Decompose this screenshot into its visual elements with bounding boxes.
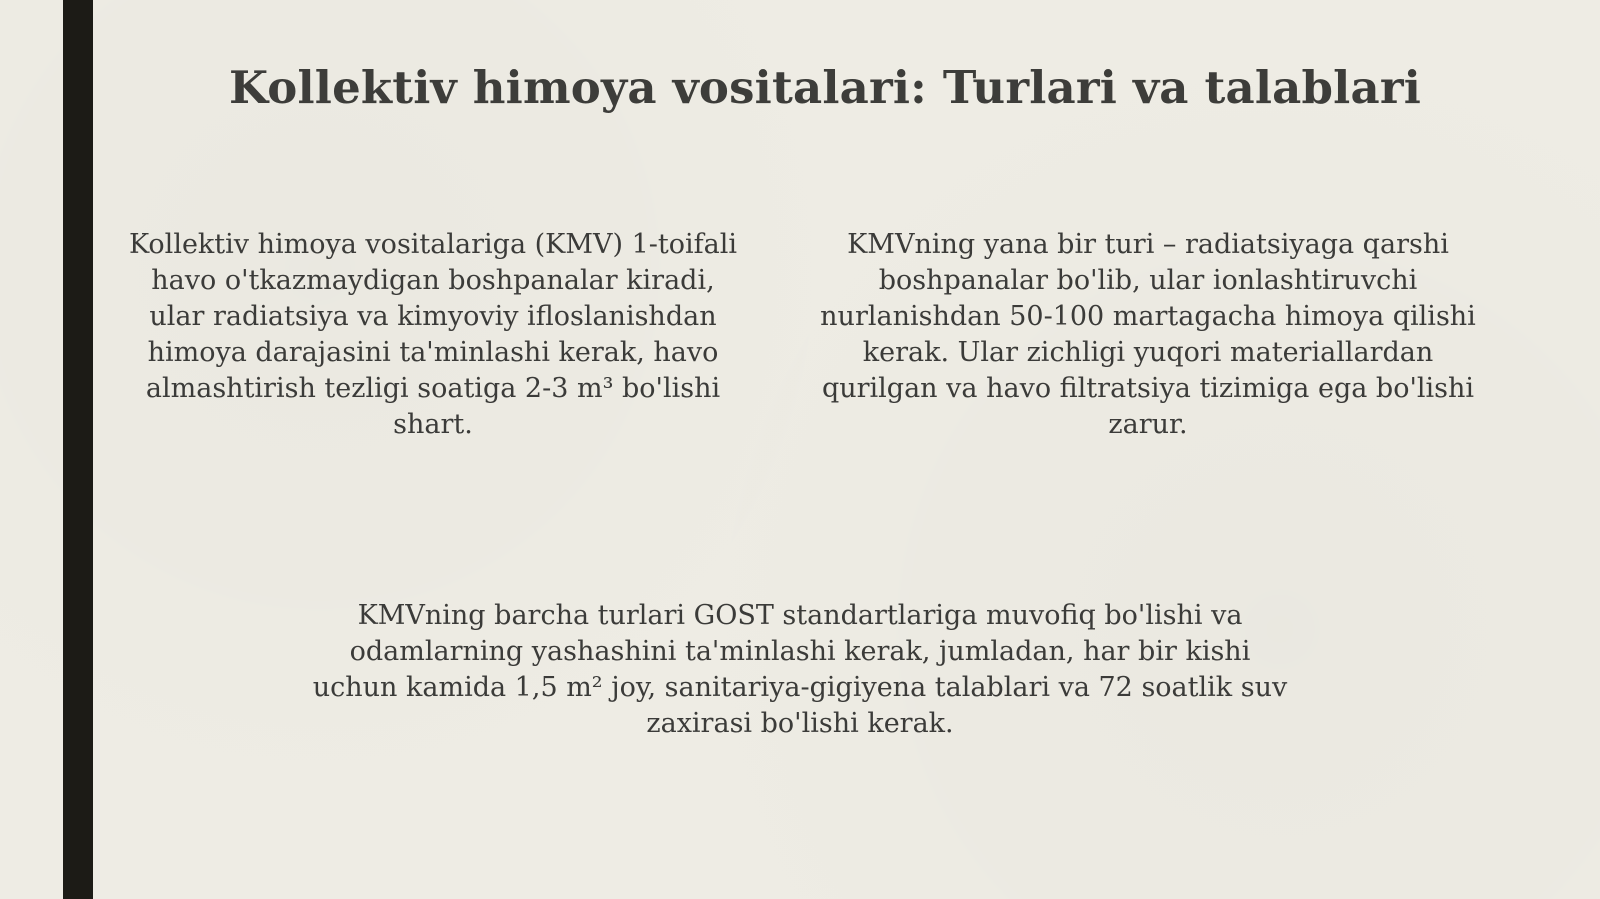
paragraph-line: himoya darajasini ta'minlashi kerak, havo xyxy=(147,337,719,368)
paragraph-line: zarur. xyxy=(1108,409,1188,440)
paragraph-line: kerak. Ular zichligi yuqori materiallardan xyxy=(862,337,1434,368)
paragraph-line: KMVning yana bir turi – radiatsiyaga qarshi xyxy=(847,229,1449,260)
paragraph-line: odamlarning yashashini ta'minlashi kerak, jumladan, har bir kishi xyxy=(349,636,1251,667)
paragraph-radiation-shelters xyxy=(798,227,1498,443)
paragraph-line: zaxirasi bo'lishi kerak. xyxy=(646,708,954,739)
paragraph-line: ular radiatsiya va kimyoviy ifloslanishdan xyxy=(149,301,717,332)
paragraph-line: almashtirish tezligi soatiga 2-3 m³ bo'lishi xyxy=(145,373,721,404)
paragraph-line: nurlanishdan 50-100 martagacha himoya qilishi xyxy=(820,301,1476,332)
paragraph-gost-requirements xyxy=(285,598,1315,742)
accent-bar xyxy=(63,0,93,899)
paragraph-line: KMVning barcha turlari GOST standartlariga muvofiq bo'lishi va xyxy=(357,600,1243,631)
paragraph-line: boshpanalar bo'lib, ular ionlashtiruvchi xyxy=(878,265,1418,296)
paragraph-line: uchun kamida 1,5 m² joy, sanitariya-gigiyena talablari va 72 soatlik suv xyxy=(312,672,1288,703)
paragraph-line: Kollektiv himoya vositalariga (KMV) 1-toifali xyxy=(128,229,737,260)
paragraph-line: havo o'tkazmaydigan boshpanalar kiradi, xyxy=(151,265,715,296)
slide-title: Kollektiv himoya vositalari: Turlari va talablari xyxy=(228,61,1422,114)
paragraph-shelters xyxy=(108,227,758,443)
paragraph-line: qurilgan va havo filtratsiya tizimiga ega bo'lishi xyxy=(821,373,1475,404)
paragraph-line: shart. xyxy=(393,409,473,440)
